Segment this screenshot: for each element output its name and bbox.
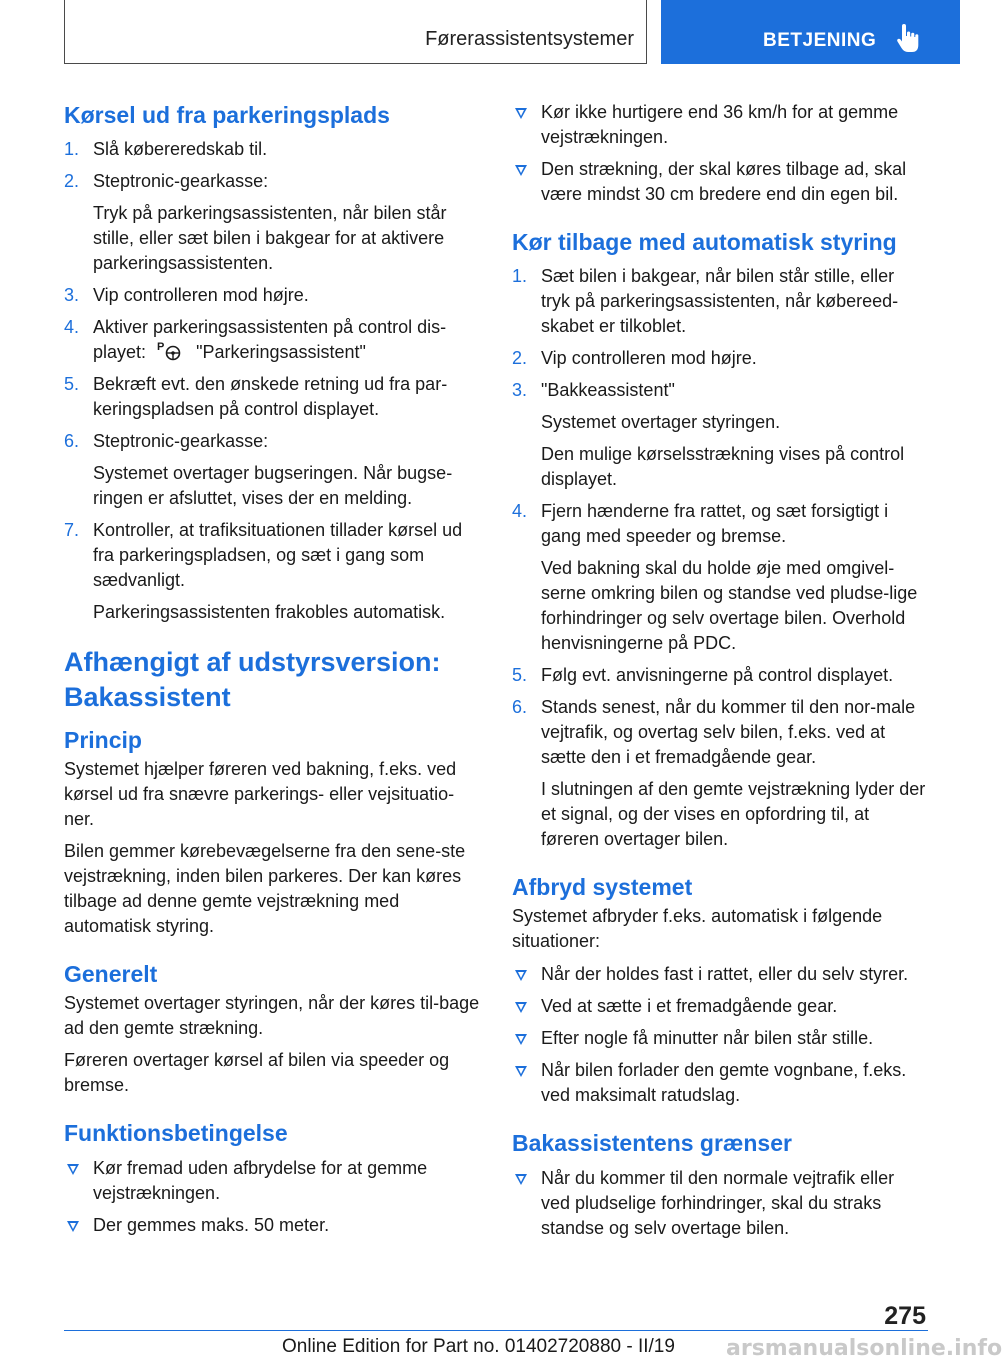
paragraph: Bilen gemmer kørebevægelserne fra den sene-ste vejstrækning, inden bilen parkeres. Der kan køres tilbage ad denne gemte vejstrækning med automatisk styring. <box>64 841 466 936</box>
chapter-tab[interactable] <box>661 0 960 64</box>
list-item <box>512 994 928 1019</box>
step-text: "Parkeringsassistent" <box>196 342 366 362</box>
step-text: Vip controlleren mod højre. <box>541 348 757 368</box>
step-text: Sæt bilen i bakgear, når bilen står stille, eller tryk på parkeringsassistenten, når købereed-skabet er tilkoblet. <box>541 266 899 336</box>
heading-generelt: Generelt <box>64 961 158 987</box>
heading-auto-reverse: Kør tilbage med automatisk styring <box>512 229 897 255</box>
step-number: 2. <box>512 348 528 368</box>
paragraph: Systemet overtager styringen, når der køres til-bage ad den gemte strækning. <box>64 993 480 1038</box>
left-column <box>64 100 480 1238</box>
watermark: arsmanualsonline.info <box>726 1336 1002 1361</box>
step-number: 6. <box>512 697 528 717</box>
bullet-text: Kør fremad uden afbrydelse for at gemme vejstrækningen. <box>93 1158 428 1203</box>
section-title: Førerassistentsystemer <box>425 28 634 50</box>
list-item <box>512 663 928 688</box>
list-item <box>512 157 928 207</box>
bullet-text: Den strækning, der skal køres tilbage ad, skal være mindst 30 cm bredere end din egen bil. <box>541 159 907 204</box>
list-item <box>512 1058 928 1108</box>
bullet-triangle-icon <box>515 1066 527 1077</box>
heading-line-1: Afhængigt af udstyrsversion: <box>64 647 441 677</box>
step-text: Vip controlleren mod højre. <box>93 285 309 305</box>
parking-assistant-icon <box>157 340 185 362</box>
list-item <box>64 283 480 308</box>
chapter-tab-label: BETJENING <box>763 30 877 51</box>
step-text: Steptronic-gearkasse: <box>93 431 269 451</box>
step-number: 2. <box>64 171 80 191</box>
bullet-text: Der gemmes maks. 50 meter. <box>93 1215 330 1235</box>
list-item <box>512 695 928 770</box>
bullet-text: Når bilen forlader den gemte vognbane, f.eks. ved maksimalt ratudslag. <box>541 1060 907 1105</box>
heading-graenser: Bakassistentens grænser <box>512 1130 792 1156</box>
step-subtext: Den mulige kørselsstrækning vises på control displayet. <box>541 444 905 489</box>
step-number: 4. <box>512 501 528 521</box>
right-column <box>512 100 928 1241</box>
bullet-triangle-icon <box>515 970 527 981</box>
list-item <box>512 1026 928 1051</box>
bullet-text: Når du kommer til den normale vejtrafik eller ved pludselige forhindringer, skal du straks standse og selv overtage bilen. <box>541 1168 895 1238</box>
list-item <box>512 100 928 150</box>
step-subtext: Systemet overtager styringen. <box>541 412 781 432</box>
list-item <box>64 372 480 422</box>
step-number: 3. <box>512 380 528 400</box>
list-item <box>512 962 928 987</box>
bullet-triangle-icon <box>515 165 527 176</box>
bullet-triangle-icon <box>515 1002 527 1013</box>
header-section-box <box>64 0 647 64</box>
list-item <box>64 315 480 365</box>
step-text: Kontroller, at trafiksituationen tillader kørsel ud fra parkeringspladsen, og sæt i gang som sædvanligt. <box>93 520 463 590</box>
heading-back-assistant <box>64 645 480 715</box>
list-item <box>512 1166 928 1241</box>
paragraph: Systemet hjælper føreren ved bakning, f.eks. ved kørsel ud fra snævre parkerings- eller vejsituatio-ner. <box>64 759 457 829</box>
list-item <box>64 1156 480 1206</box>
list-item <box>64 429 480 454</box>
list-item <box>512 378 928 403</box>
step-number: 4. <box>64 317 80 337</box>
step-number: 6. <box>64 431 80 451</box>
footer-divider <box>64 1330 928 1331</box>
bullet-text: Efter nogle få minutter når bilen står stille. <box>541 1028 874 1048</box>
step-text: Fjern hænderne fra rattet, og sæt forsigtigt i gang med speeder og bremse. <box>541 501 889 546</box>
step-number: 5. <box>512 665 528 685</box>
bullet-text: Når der holdes fast i rattet, eller du selv styrer. <box>541 964 909 984</box>
step-text: Aktiver parkeringsassistenten på control dis- <box>93 317 447 337</box>
heading-exit-parking: Kørsel ud fra parkeringsplads <box>64 102 390 128</box>
page-number: 275 <box>884 1302 926 1330</box>
heading-princip: Princip <box>64 727 142 753</box>
step-text: Slå købereredskab til. <box>93 139 268 159</box>
hand-pointer-icon <box>893 22 929 58</box>
paragraph: Føreren overtager kørsel af bilen via speeder og bremse. <box>64 1050 450 1095</box>
step-text: Følg evt. anvisningerne på control displayet. <box>541 665 894 685</box>
bullet-triangle-icon <box>515 108 527 119</box>
list-item <box>512 499 928 549</box>
bullet-triangle-icon <box>67 1221 79 1232</box>
step-text: Steptronic-gearkasse: <box>93 171 269 191</box>
list-item <box>512 264 928 339</box>
step-number: 3. <box>64 285 80 305</box>
footer-edition: Online Edition for Part no. 01402720880 - II/19 <box>282 1336 675 1357</box>
list-item <box>512 346 928 371</box>
list-item <box>64 518 480 593</box>
step-subtext: Tryk på parkeringsassistenten, når bilen står stille, eller sæt bilen i bakgear for at aktivere parkeringsassistenten. <box>93 203 447 273</box>
bullet-triangle-icon <box>67 1164 79 1175</box>
bullet-text: Kør ikke hurtigere end 36 km/h for at gemme vejstrækningen. <box>541 102 899 147</box>
svg-text:P: P <box>157 341 165 353</box>
list-item <box>64 1213 480 1238</box>
bullet-triangle-icon <box>515 1174 527 1185</box>
step-number: 1. <box>512 266 528 286</box>
bullet-text: Ved at sætte i et fremadgående gear. <box>541 996 838 1016</box>
step-text: Stands senest, når du kommer til den nor-male vejtrafik, og overtag selv bilen, f.eks. ved at sætte den i et fremadgående gear. <box>541 697 916 767</box>
step-subtext: Systemet overtager bugseringen. Når bugse-ringen er afsluttet, vises der en melding. <box>93 463 453 508</box>
bullet-triangle-icon <box>515 1034 527 1045</box>
step-number: 7. <box>64 520 80 540</box>
step-subtext: I slutningen af den gemte vejstrækning lyder der et signal, og der vises en opfordring til, at føreren overtager bilen. <box>541 779 926 849</box>
step-number: 5. <box>64 374 80 394</box>
step-subtext: Ved bakning skal du holde øje med omgivel-serne omkring bilen og standse ved pludse-lige forhindringer og selv overtage bilen. Overhold henvisningerne på PDC. <box>541 558 918 653</box>
step-text: playet: <box>93 342 147 362</box>
heading-funktionsbetingelse: Funktionsbetingelse <box>64 1120 288 1146</box>
step-text: Bekræft evt. den ønskede retning ud fra par-keringspladsen på control displayet. <box>93 374 448 419</box>
heading-afbryd: Afbryd systemet <box>512 874 693 900</box>
paragraph: Systemet afbryder f.eks. automatisk i følgende situationer: <box>512 906 883 951</box>
list-item <box>64 137 480 162</box>
heading-line-2: Bakassistent <box>64 682 231 712</box>
step-subtext: Parkeringsassistenten frakobles automatisk. <box>93 602 446 622</box>
step-number: 1. <box>64 139 80 159</box>
list-item <box>64 169 480 194</box>
step-text: "Bakkeassistent" <box>541 380 675 400</box>
